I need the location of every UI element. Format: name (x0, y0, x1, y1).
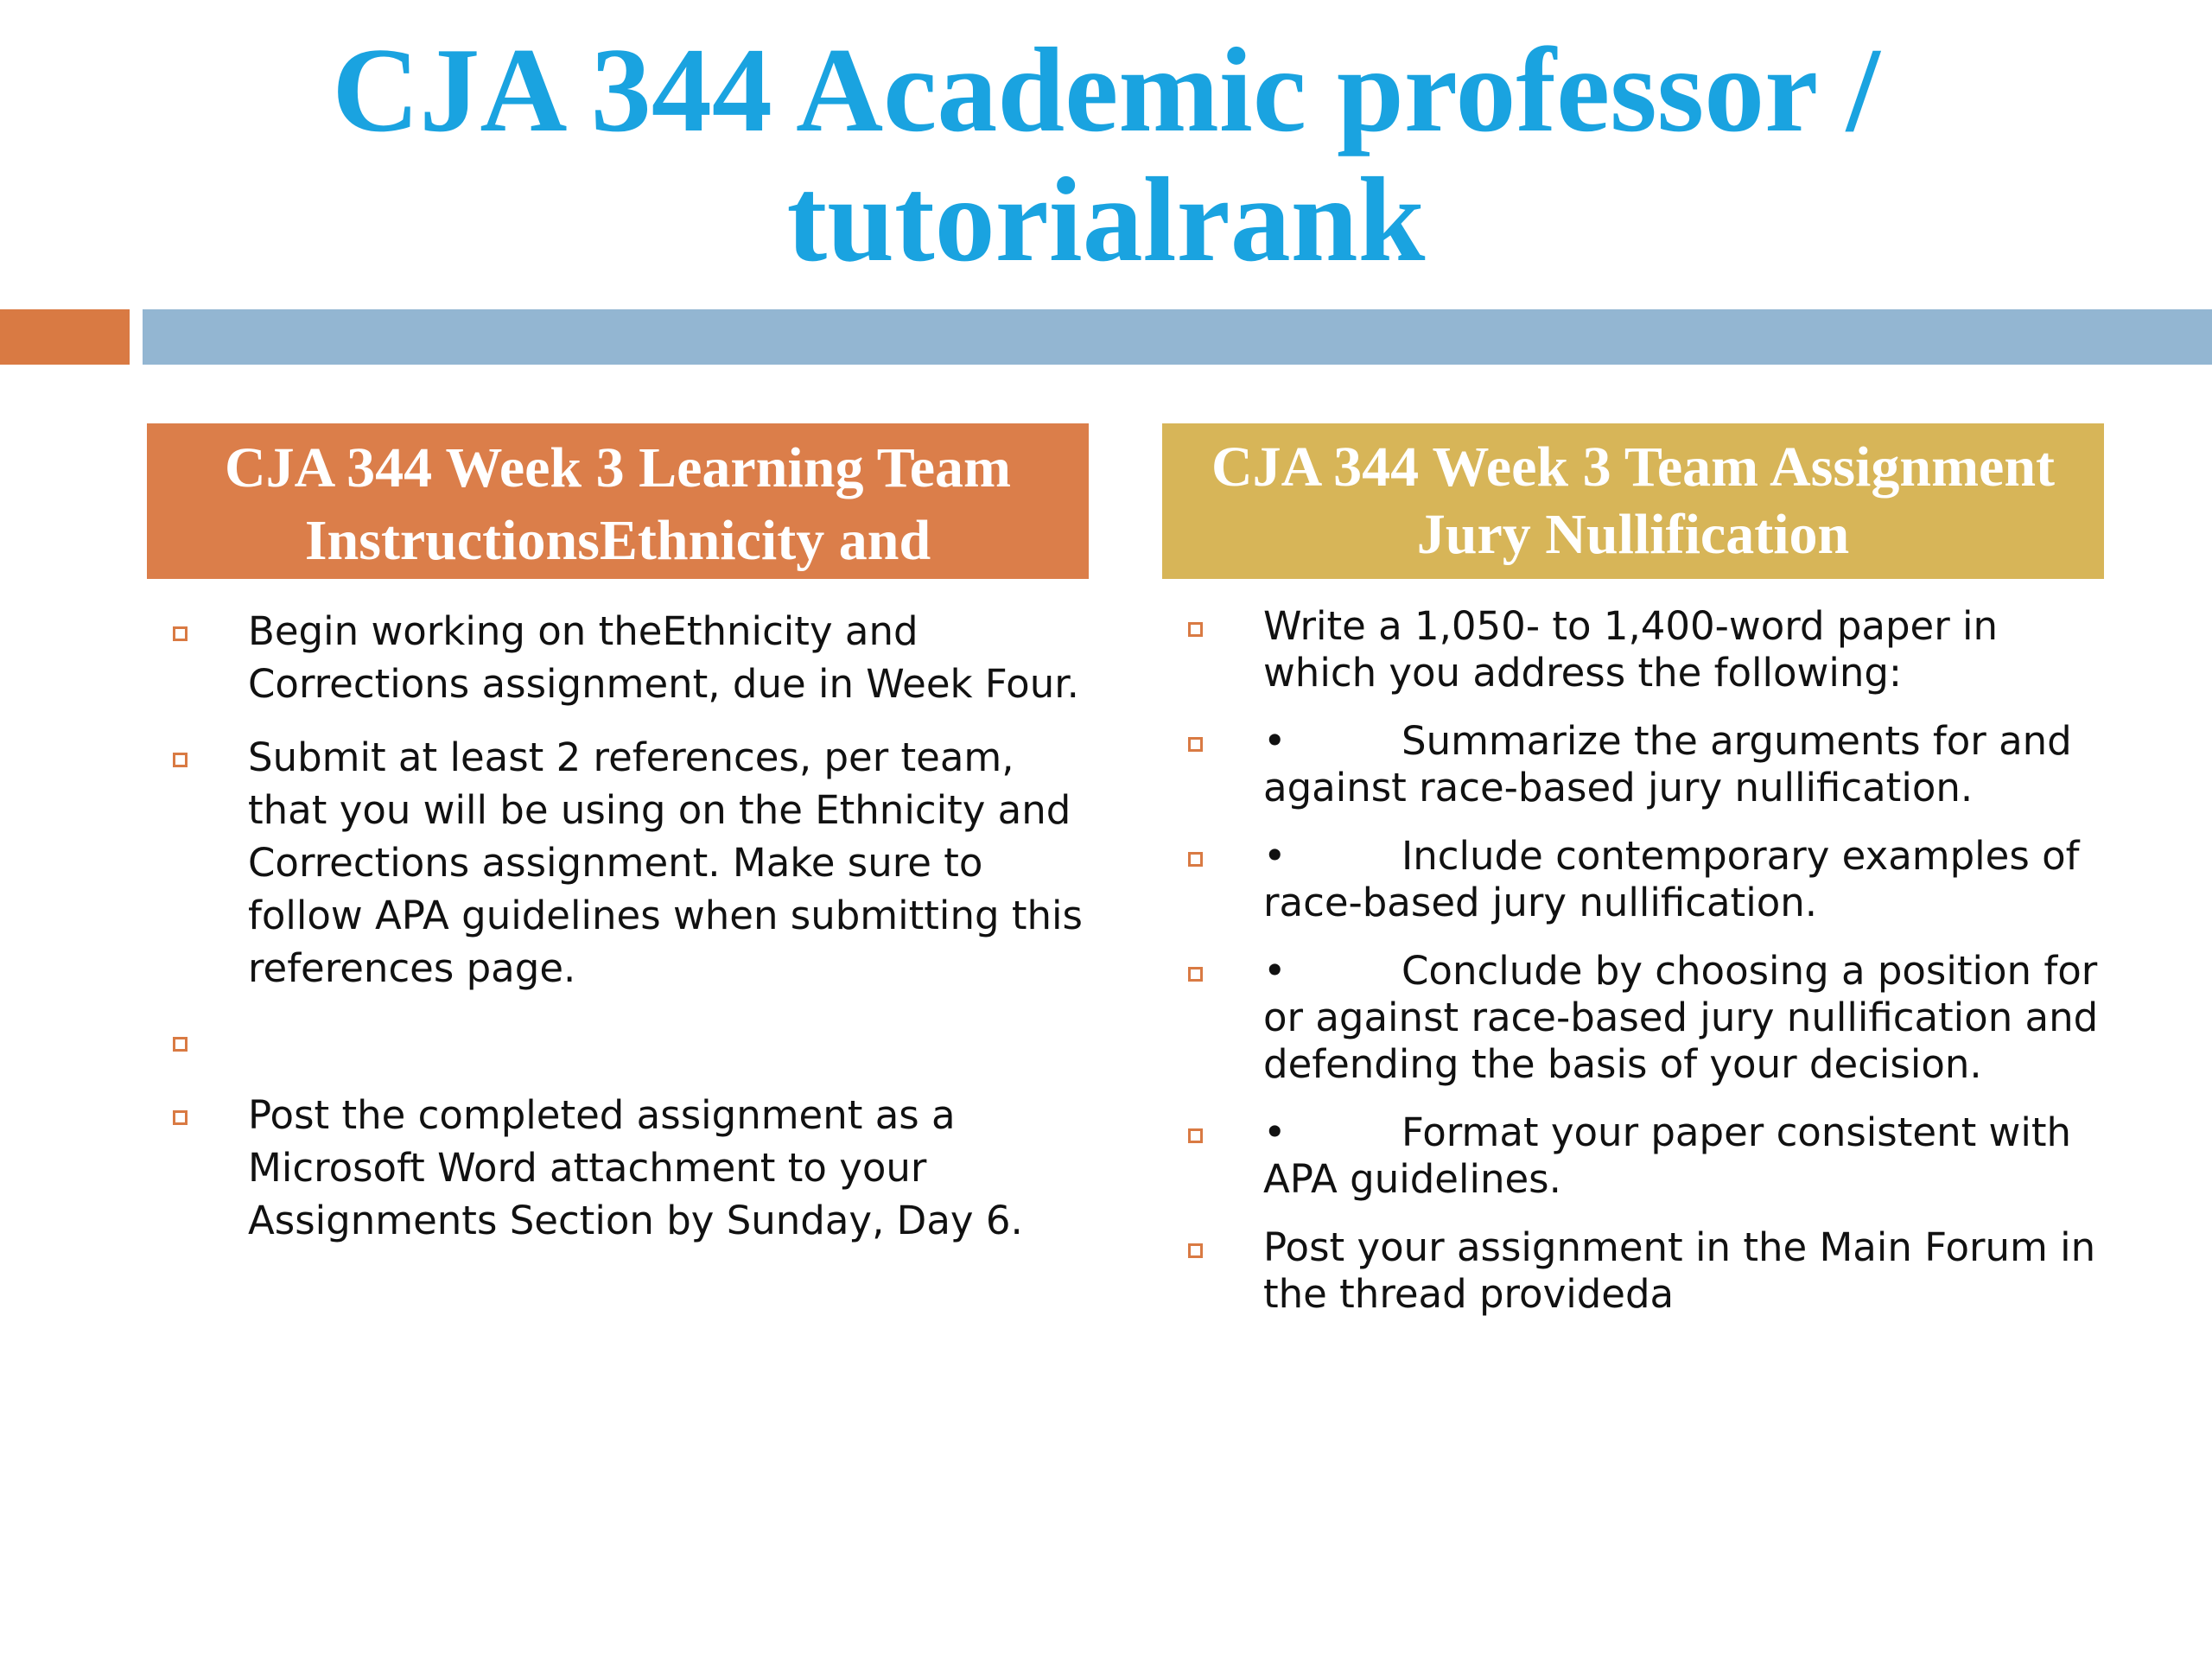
bullet-dot: • (1263, 718, 1287, 764)
list-item (147, 731, 1089, 995)
slide-title-line-1: CJA 344 Academic professor / (332, 23, 1880, 157)
slide-title-line-2: tutorialrank (786, 153, 1426, 287)
list-item (1162, 833, 2104, 926)
square-bullet-icon (1188, 737, 1203, 752)
decorative-bar-blue (143, 309, 2212, 365)
right-column-header: CJA 344 Week 3 Team Assignment Jury Nullification (1162, 423, 2104, 579)
list-item-text: Include contemporary examples of race-based jury nullification. (1263, 833, 2080, 925)
decorative-bar-orange (0, 309, 130, 365)
left-column (147, 423, 1089, 1268)
square-bullet-icon (1188, 967, 1203, 982)
list-item (147, 1089, 1089, 1247)
left-bullet-list (147, 605, 1089, 1247)
bullet-dot: • (1263, 948, 1287, 994)
list-item (1162, 948, 2104, 1088)
list-item-text: Format your paper consistent with APA guidelines. (1263, 1109, 2072, 1202)
square-bullet-icon (173, 1037, 188, 1052)
square-bullet-icon (173, 753, 188, 767)
right-column (1162, 423, 2104, 1339)
list-item-text: Submit at least 2 references, per team, that you will be using on the Ethnicity and Corrections assignment. Make sure to follow APA guidelines when submitting this references page. (248, 734, 1083, 991)
list-item-text: Summarize the arguments for and against race-based jury nullification. (1263, 718, 2072, 810)
square-bullet-icon (1188, 1128, 1203, 1143)
list-item-text: Post the completed assignment as a Microsoft Word attachment to your Assignments Section by Sunday, Day 6. (248, 1092, 1023, 1243)
right-bullet-list (1162, 603, 2104, 1318)
list-item-text: Post your assignment in the Main Forum in the thread provideda (1263, 1224, 2096, 1317)
list-item-text: Write a 1,050- to 1,400-word paper in which you address the following: (1263, 603, 1999, 696)
list-item (1162, 1109, 2104, 1203)
square-bullet-icon (173, 626, 188, 641)
bullet-dot: • (1263, 833, 1287, 879)
list-item (1162, 603, 2104, 696)
square-bullet-icon (1188, 1243, 1203, 1258)
square-bullet-icon (173, 1110, 188, 1125)
list-item-empty (147, 1015, 1089, 1068)
list-item (1162, 1224, 2104, 1318)
list-item (1162, 718, 2104, 811)
list-item (147, 605, 1089, 710)
square-bullet-icon (1188, 852, 1203, 867)
slide-title (0, 23, 2212, 287)
list-item-text: Conclude by choosing a position for or against race-based jury nullification and defending the basis of your decision. (1263, 948, 2099, 1087)
left-column-header: CJA 344 Week 3 Learning Team InstructionsEthnicity and (147, 423, 1089, 579)
square-bullet-icon (1188, 622, 1203, 637)
bullet-dot: • (1263, 1109, 1287, 1155)
list-item-text: Begin working on theEthnicity and Corrections assignment, due in Week Four. (248, 608, 1079, 707)
